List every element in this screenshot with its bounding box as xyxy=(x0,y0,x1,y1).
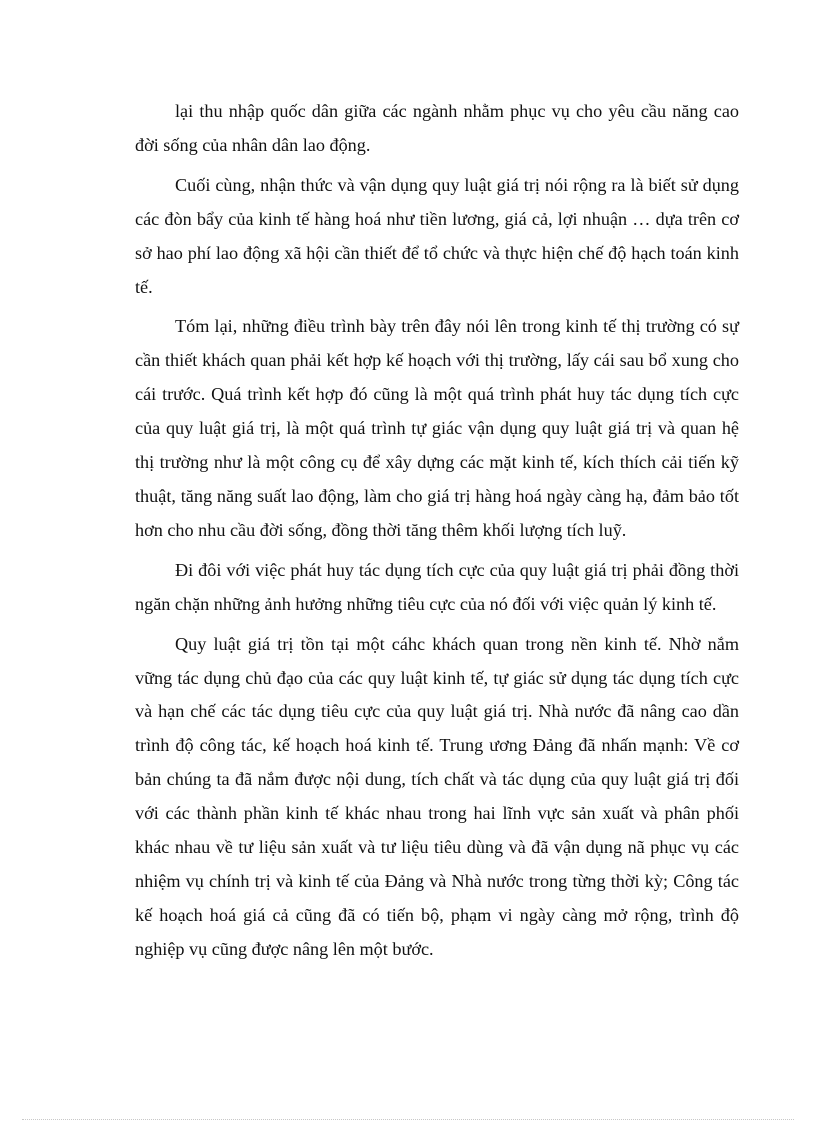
document-body xyxy=(135,95,739,967)
paragraph-1: lại thu nhập quốc dân giữa các ngành nhằm phục vụ cho yêu cầu năng cao đời sống của nhân dân lao động. xyxy=(135,101,739,155)
paragraph-2: Cuối cùng, nhận thức và vận dụng quy luật giá trị nói rộng ra là biết sử dụng các đòn bẩy của kinh tế hàng hoá như tiền lương, giá cả, lợi nhuận … dựa trên cơ sở hao phí lao động xã hội cần thiết để tổ chức và thực hiện chế độ hạch toán kinh tế. xyxy=(135,174,739,297)
paragraph-3: Tóm lại, những điều trình bày trên đây nói lên trong kinh tế thị trường có sự cần thiết khách quan phải kết hợp kế hoạch với thị trường, lấy cái sau bổ xung cho cái trước. Quá trình kết hợp đó cũng là một quá trình phát huy tác dụng tích cực của quy luật giá trị, là một quá trình tự giác vận dụng quy luật giá trị và quan hệ thị trường như là một công cụ để xây dựng các mặt kinh tế, kích thích cải tiến kỹ thuật, tăng năng suất lao động, làm cho giá trị hàng hoá ngày càng hạ, đảm bảo tốt hơn cho nhu cầu đời sống, đồng thời tăng thêm khối lượng tích luỹ. xyxy=(135,316,739,540)
paragraph-4: Đi đôi với việc phát huy tác dụng tích cực của quy luật giá trị phải đồng thời ngăn chặn những ảnh hưởng những tiêu cực của nó đối với việc quản lý kinh tế. xyxy=(135,559,739,614)
paragraph-5: Quy luật giá trị tồn tại một cáhc khách quan trong nền kinh tế. Nhờ nắm vững tác dụng chủ đạo của các quy luật kinh tế, tự giác sử dụng tác dụng tích cực và hạn chế các tác dụng tiêu cực của quy luật giá trị. Nhà nước đã nâng cao dần trình độ công tác, kế hoạch hoá kinh tế. Trung ương Đảng đã nhấn mạnh: Về cơ bản chúng ta đã nắm được nội dung, tích chất và tác dụng của quy luật giá trị đối với các thành phần kinh tế khác nhau trong hai lĩnh vực sản xuất và phân phối khác nhau về tư liệu sản xuất và tư liệu tiêu dùng và đã vận dụng nã phục vụ các nhiệm vụ chính trị và kinh tế của Đảng và Nhà nước trong từng thời kỳ; Công tác kế hoạch hoá giá cả cũng đã có tiến bộ, phạm vi ngày càng mở rộng, trình độ nghiệp vụ cũng được nâng lên một bước. xyxy=(135,633,739,959)
page-bottom-divider xyxy=(22,1119,794,1120)
